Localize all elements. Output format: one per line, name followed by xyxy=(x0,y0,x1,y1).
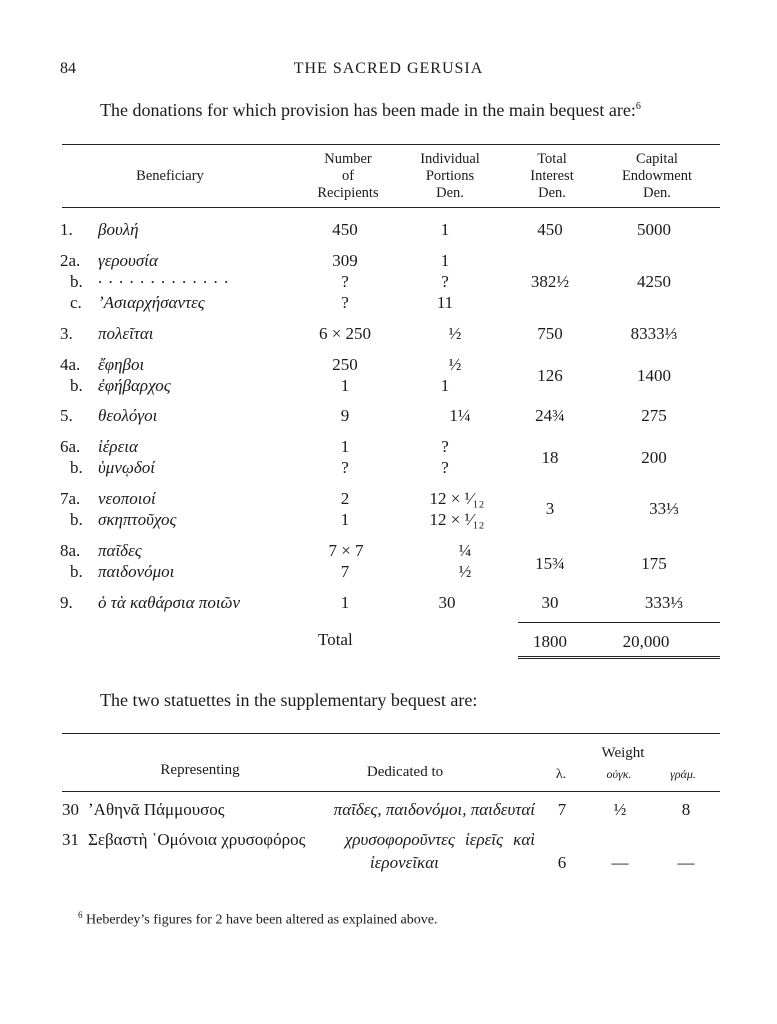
row-portion: ? xyxy=(441,458,449,477)
supp-row-ounk: ½ xyxy=(613,800,627,819)
col-gram: γράμ. xyxy=(670,767,696,781)
row-beneficiary: ὁ τὰ καθάρσια ποιῶν xyxy=(98,593,241,612)
row-portion: 30 xyxy=(438,593,456,612)
row-number: 2 xyxy=(340,489,350,508)
col-dedicated: Dedicated to xyxy=(366,764,444,780)
col-ounk: οὐγκ. xyxy=(606,767,632,781)
col-number-l3: Recipients xyxy=(317,185,379,201)
intro-supp: The two statuettes in the supplementary bequest are: xyxy=(100,690,478,710)
footnote-ref: 6 xyxy=(635,101,641,112)
row-interest: 750 xyxy=(537,324,563,343)
row-beneficiary: παιδονόμοι xyxy=(98,562,175,581)
row-label: b. xyxy=(70,562,83,581)
total-rule-bottom xyxy=(518,656,720,659)
row-label: b. xyxy=(70,458,83,477)
col-weight: Weight xyxy=(601,745,645,761)
supp-row-dedicated: παῖδες, παιδονόμοι, παιδευταί xyxy=(333,800,535,819)
row-capital: 8333⅓ xyxy=(630,324,678,343)
col-lambda: λ. xyxy=(555,767,567,782)
supp-row-gram: — xyxy=(677,853,695,872)
row-beneficiary: βουλή xyxy=(98,220,139,239)
row-interest: 126 xyxy=(537,366,563,385)
col-interest-l1: Total xyxy=(537,151,567,167)
row-portion: 11 xyxy=(436,293,454,312)
intro-main-text: The donations for which provision has been made in the main bequest are: xyxy=(100,100,636,120)
row-capital: 200 xyxy=(641,448,667,467)
total-capital: 20,000 xyxy=(622,632,670,651)
page-number: 84 xyxy=(60,60,76,77)
supp-row-number: 31 xyxy=(62,830,79,849)
supp-row-representing: ʼΑθηνᾶ Πάμμουσος xyxy=(88,800,225,819)
row-portion: 12 × ¹⁄₁₂ xyxy=(429,489,485,508)
row-label: c. xyxy=(70,293,82,312)
row-number: ? xyxy=(341,272,349,291)
col-interest-l3: Den. xyxy=(538,185,566,201)
supp-header-rule xyxy=(62,791,720,792)
footnote xyxy=(78,910,437,929)
row-label: 7a. xyxy=(60,489,81,508)
row-label: 9. xyxy=(60,593,73,612)
row-capital: 275 xyxy=(641,406,667,425)
row-label: 3. xyxy=(60,324,73,343)
row-portion: 1 xyxy=(440,251,450,270)
row-interest: 3 xyxy=(545,499,555,518)
row-portion: 1 xyxy=(440,376,450,395)
row-interest: 18 xyxy=(541,448,559,467)
supp-row-gram: 8 xyxy=(681,800,691,819)
row-portion: ½ xyxy=(458,562,472,581)
row-portion: ¼ xyxy=(458,541,472,560)
row-beneficiary: ἔφηβοι xyxy=(98,355,145,374)
row-number: 9 xyxy=(340,406,350,425)
supp-row-lambda: 6 xyxy=(557,853,567,872)
row-number: 1 xyxy=(340,593,350,612)
row-label: 8a. xyxy=(60,541,81,560)
row-portion: 12 × ¹⁄₁₂ xyxy=(429,510,485,529)
supp-row-representing: Σεβαστὴ ῾Ομόνοια χρυσοφόρος xyxy=(88,830,306,849)
row-portion: 1 xyxy=(440,220,450,239)
row-label: 4a. xyxy=(60,355,81,374)
row-capital: 4250 xyxy=(637,272,671,291)
row-beneficiary: ʼΑσιαρχήσαντες xyxy=(98,293,205,312)
row-label: 2a. xyxy=(60,251,81,270)
col-portions xyxy=(404,151,496,202)
col-number-l1: Number xyxy=(324,151,372,167)
col-number-l2: of xyxy=(341,168,355,184)
row-beneficiary: ὑμνῳδοί xyxy=(98,458,156,477)
col-beneficiary: Beneficiary xyxy=(136,168,204,184)
row-interest: 450 xyxy=(537,220,563,239)
row-beneficiary: γερουσία xyxy=(98,251,158,270)
row-number: 1 xyxy=(340,510,350,529)
col-interest-l2: Interest xyxy=(530,168,574,184)
supp-row-dedicated-cont: ἱερονεῖκαι xyxy=(370,853,439,872)
row-beneficiary: νεοποιοί xyxy=(98,489,156,508)
row-number: ? xyxy=(341,458,349,477)
row-capital: 175 xyxy=(641,554,667,573)
table-top-rule xyxy=(62,144,720,145)
row-beneficiary: ἱέρεια xyxy=(98,437,138,456)
col-capital-l2: Endowment xyxy=(621,168,693,184)
row-capital: 333⅓ xyxy=(644,593,684,612)
row-number: 6 × 250 xyxy=(318,324,372,343)
row-portion: 1¼ xyxy=(449,406,471,425)
col-portions-l1: Individual xyxy=(420,151,480,167)
col-capital-l3: Den. xyxy=(643,185,671,201)
row-interest: 382½ xyxy=(530,272,570,291)
supp-row-lambda: 7 xyxy=(557,800,567,819)
row-label: b. xyxy=(70,376,83,395)
row-portion: ? xyxy=(441,272,449,291)
row-number: 1 xyxy=(340,376,350,395)
row-beneficiary: παῖδες xyxy=(98,541,142,560)
table-header-rule xyxy=(62,207,720,208)
row-number: 7 × 7 xyxy=(328,541,364,560)
row-number: 309 xyxy=(332,251,358,270)
total-interest: 1800 xyxy=(533,632,567,651)
supp-row-number: 30 xyxy=(62,800,79,819)
supp-top-rule xyxy=(62,733,720,734)
row-portion: ½ xyxy=(448,324,462,343)
row-beneficiary: ἐφήβαρχος xyxy=(98,376,171,395)
row-beneficiary: πολεῖται xyxy=(98,324,154,343)
row-portion: ½ xyxy=(448,355,462,374)
row-interest: 15¾ xyxy=(535,554,565,573)
row-interest: 24¾ xyxy=(535,406,565,425)
row-beneficiary: σκηπτοῦχος xyxy=(98,510,177,529)
row-capital: 1400 xyxy=(637,366,671,385)
total-rule-top xyxy=(518,622,720,623)
footnote-mark: 6 xyxy=(78,910,83,920)
row-capital: 33⅓ xyxy=(649,499,679,518)
col-capital-l1: Capital xyxy=(636,151,678,167)
row-label: 6a. xyxy=(60,437,81,456)
supp-row-ounk: — xyxy=(611,853,629,872)
supp-row-dedicated: χρυσοφοροῦντες ἱερεῖς καὶ xyxy=(344,830,535,849)
row-interest: 30 xyxy=(541,593,559,612)
row-label: 1. xyxy=(60,220,73,239)
col-number xyxy=(300,151,396,202)
row-beneficiary: θεολόγοι xyxy=(98,406,158,425)
row-beneficiary: . . . . . . . . . . . . . xyxy=(98,268,230,287)
col-interest xyxy=(510,151,594,202)
row-number: ? xyxy=(341,293,349,312)
row-label: 5. xyxy=(60,406,73,425)
row-number: 450 xyxy=(332,220,358,239)
row-label: b. xyxy=(70,272,83,291)
col-representing: Representing xyxy=(160,762,240,778)
row-label: b. xyxy=(70,510,83,529)
row-number: 250 xyxy=(332,355,358,374)
row-number: 1 xyxy=(340,437,350,456)
row-portion: ? xyxy=(441,437,449,456)
row-capital: 5000 xyxy=(637,220,671,239)
col-capital xyxy=(604,151,710,202)
row-number: 7 xyxy=(340,562,350,581)
intro-main xyxy=(100,100,641,121)
col-portions-l2: Portions xyxy=(425,168,475,184)
footnote-text: Heberdey’s figures for 2 have been altered as explained above. xyxy=(86,912,438,928)
total-label: Total xyxy=(318,630,353,649)
running-title: THE SACRED GERUSIA xyxy=(293,60,484,77)
col-portions-l3: Den. xyxy=(436,185,464,201)
